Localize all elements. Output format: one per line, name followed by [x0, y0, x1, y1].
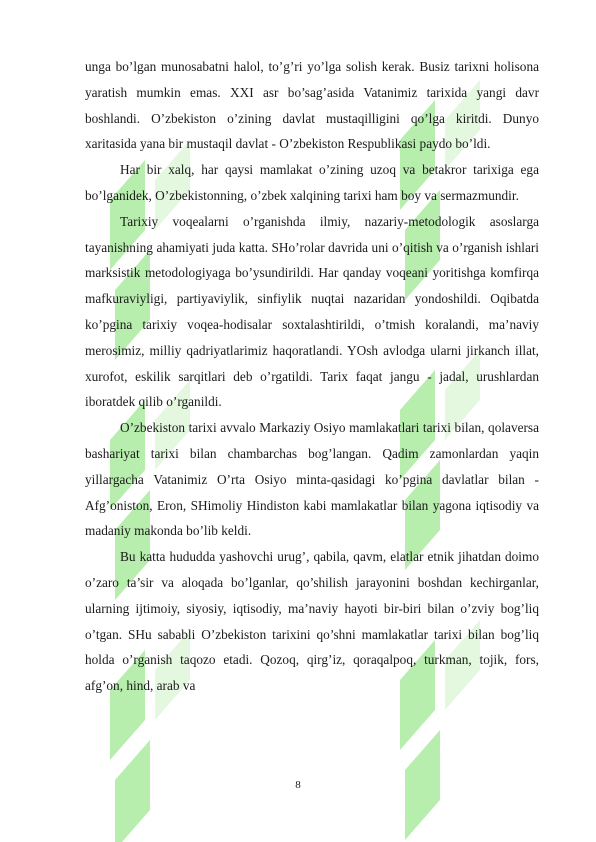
body-text [85, 54, 539, 699]
page-number: 8 [295, 779, 301, 791]
paragraph: O’zbekiston tarixi avvalo Markaziy Osiyo mamlakatlari tarixi bilan, qolaversa bashariyat tarixi bilan chambarchas bog’langan. Qadim zamonlardan yaqin yillargacha Vatanimiz O’rta Osiyo minta-qasidagi ko’pgina davlatlar bilan - Afg’oniston, Eron, SHimoliy Hindiston kabi mamlakatlar bilan yagona iqtisodiy va madaniy makonda bo’lib keldi. [85, 420, 539, 539]
paragraph: Bu katta hududda yashovchi urug’, qabila, qavm, elatlar etnik jihatdan doimo o’zaro ta’sir va aloqada bo’lganlar, qo’shilish jarayonini boshdan kechirganlar, ularning ijtimoiy, siyosiy, iqtisodiy, ma’naviy hayoti bir-biri bilan o’zviy bog’liq o’tgan. SHu sababli O’zbekiston tarixini qo’shni mamlakatlar tarixi bilan bog’liq holda o’rganish taqozo etadi. Qozoq, qirg’iz, qoraqalpoq, turkman, tojik, fors, afg’on, hind, arab va [85, 549, 539, 694]
paragraph: Har bir xalq, har qaysi mamlakat o’zining uzoq va betakror tarixiga ega bo’lganidek, O’zbekistonning, o’zbek xalqining tarixi ham boy va sermazmundir. [85, 162, 539, 203]
paragraph: Tarixiy voqealarni o’rganishda ilmiy, nazariy-metodologik asoslarga tayanishning ahamiyati juda katta. SHo’rolar davrida uni o’qitish va o’rganish ishlari marksistik metodologiyaga bo’ysundirildi. Har qanday voqeani yoritishga komfirqa mafkuraviyligi, partiyaviylik, sinfiylik nuqtai nazaridan yondoshildi. Oqibatda ko’pgina tarixiy voqea-hodisalar soxtalashtirildi, o’tmish koralandi, ma’naviy merosimiz, milliy qadriyatlarimiz haqoratlandi. YOsh avlodga ularni jirkanch illat, xurofot, eskilik sarqitlari deb o’rgatildi. Tarix faqat jangu - jadal, urushlardan iboratdek qilib o’rganildi. [85, 213, 539, 410]
paragraph: unga bo’lgan munosabatni halol, to’g’ri yo’lga solish kerak. Busiz tarixni holisona yaratish mumkin emas. XXI asr bo’sag’asida Vatanimiz tarixida yangi davr boshlandi. O’zbekiston o’zining davlat mustaqilligini qo’lga kiritdi. Dunyo xaritasida yana bir mustaqil davlat - O’zbekiston Respublikasi paydo bo’ldi. [85, 59, 539, 152]
